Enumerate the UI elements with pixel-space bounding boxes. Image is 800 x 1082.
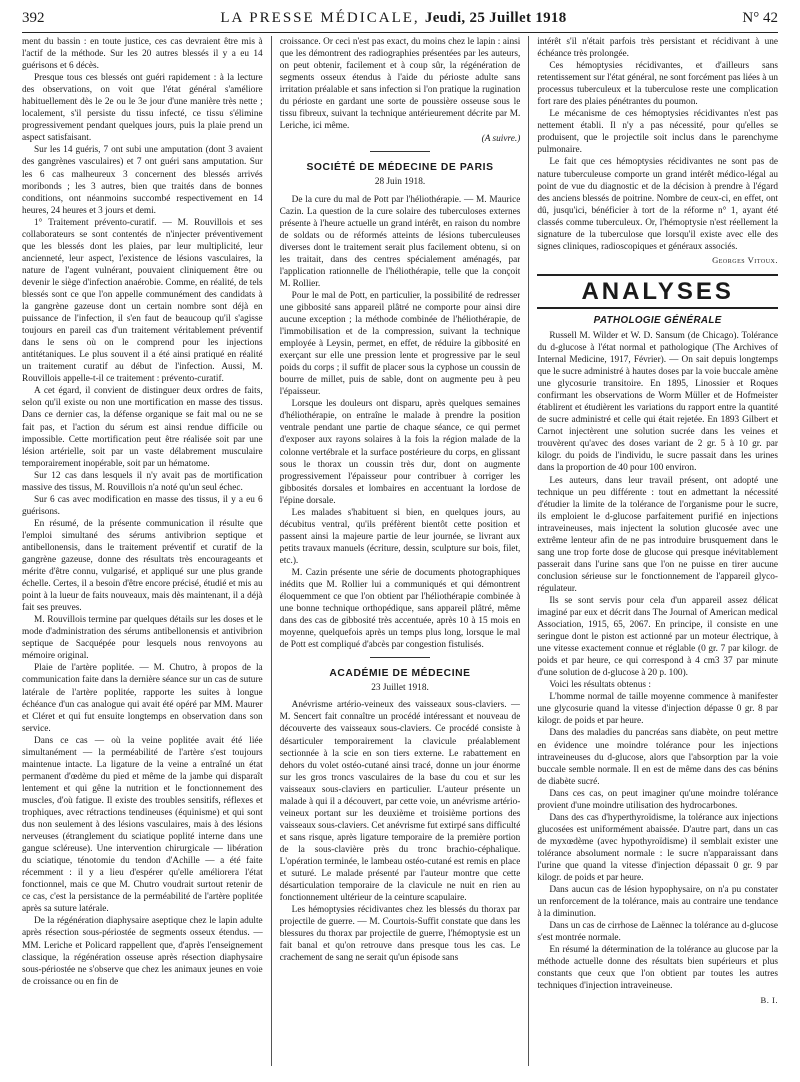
paragraph: Voici les résultats obtenus : (549, 680, 651, 691)
paragraph: Plaie de l'artère poplitée. — M. Chutro, à propos de la communication faite dans la dernière séance sur un cas de suture latérale de l'artère poplitée, rapporte les suites à longue échéance d'un cas analogue qui avait été opéré par MM. Maurer et Cléret et qui fut ensuite longtemps en observation dans son service. (22, 663, 263, 734)
paragraph: De la cure du mal de Pott par l'héliothérapie. — M. Maurice Cazin. La question de la cure solaire des tuberculoses externes présente à l'heure actuelle un grand intérêt, en raison du nombre de soldats ou de réformés atteints de lésions tuberculeuses diverses dont le traitement serait plus facilement obtenu, si on les traitait, dans des centres spécialement aménagés, par l'application rationnelle de l'héliothérapie, telle que la conçoit M. Rollier. (279, 194, 521, 289)
paragraph: Les auteurs, dans leur travail présent, ont adopté une technique un peu différente : tout en admettant la nécessité d'étudier la limite de la tolérance de l'organisme pour le sucre, ils emploient le d-glucose parfaitement purifié en injections intraveineuses, mais injectent la solution glucosée avec une extrême lenteur afin de ne pas introduire brusquement dans le sang une trop forte dose de glucose qui presque inévitablement passerait dans l'urine sans que l'on ne puisse en tirer aucune conclusion sérieuse sur le fonctionnement de l'appareil glyco-régulateur. (537, 475, 778, 594)
paragraph: Dans aucun cas de lésion hypophysaire, on n'a pu constater un renforcement de la tolérance, mais au contraire une tendance à la diminution. (537, 885, 778, 920)
columns (22, 36, 778, 1066)
paragraph: L'homme normal de taille moyenne commence à manifester une glycosurie quand la vitesse d'injection dépasse 0 gr. 8 par kilogr. de poids et par heure. (537, 692, 778, 727)
paragraph: ment du bassin : en toute justice, ces cas devraient être mis à l'actif de la méthode. Sur les 20 autres blessés il y a eu 14 guérisons et 6 décès. (22, 37, 263, 72)
to-be-continued: (A suivre.) (481, 134, 521, 145)
paragraph: Lorsque les douleurs ont disparu, après quelques semaines d'héliothérapie, on entraîne le malade à prendre la position ventrale pendant une partie de chaque séance, ce qui permet d'exposer aux rayons solaires à la fois la région malade de la colonne vertébrale et la surface postérieure du corps, en glissant sous le thorax un coussin très dur, dont on augmente progressivement l'épaisseur pour contribuer à corriger les gibbosités dorsales et lombaires en accentuant la lordose de l'épine dorsale. (279, 399, 521, 506)
issue-date: Jeudi, 25 Juillet 1918 (424, 10, 567, 26)
section-rule (370, 151, 430, 152)
paragraph: M. Rouvillois termine par quelques détails sur les doses et le mode d'administration des sérums antibellonensis et antivibrion septique de Sacquépée pour lesquels nous renvoyons au mémoire original. (22, 615, 263, 662)
page-number: 392 (22, 10, 45, 26)
column-3 (537, 36, 778, 1066)
masthead (220, 10, 566, 27)
paragraph: 1° Traitement prévento-curatif. — M. Rouvillois et ses collaborateurs se sont contentés de n'injecter préventivement que les blessés dont les plaies, par leur multiplicité, leur ancienneté, leur aspect, l'existence de lésions vasculaires, la nature de l'agent vulnérant, pouvaient cliniquement être ou devenir le siège d'infection anaérobie. Comme, en réalité, de tels blessés sont ce que l'on appelle communément des candidats à la gangrène gazeuse dont un certain nombre sont déjà en puissance de l'infection, il s'en faut de beaucoup qu'il s'agisse toujours en pareil cas d'un traitement véritablement préventif dans le sens où on le comprend pour les injections antitétaniques. Le plus souvent il a été ainsi pratiqué en réalité un traitement curatif au début de l'infection. Aussi, M. Rouvillois appelle-t-il ce traitement : prévento-curatif. (22, 217, 263, 385)
newspaper-page (22, 10, 778, 1072)
column-divider (528, 36, 529, 1066)
journal-name: LA PRESSE MÉDICALE, (220, 10, 420, 26)
section-body-academie (280, 699, 521, 964)
section-title-societe: SOCIÉTÉ DE MÉDECINE DE PARIS (306, 162, 494, 174)
column-2 (280, 36, 521, 1066)
section-title-academie: ACADÉMIE DE MÉDECINE (329, 668, 471, 680)
issue-number: N° 42 (742, 10, 778, 26)
paragraph: Ils se sont servis pour cela d'un appareil assez délicat imaginé par eux et décrit dans The Journal of American medical Association, 1915, 65, 2067. En principe, il consiste en une seringue dont le piston est actionné par un moteur électrique, à une vitesse exactement connue et réglable (0 gr. 7 par kilogr. de poids et par heure, ce qui correspond à 4 cm3 37 par minute d'une solution de d-glucose à 20 p. 100). (537, 595, 778, 679)
paragraph: Dans ce cas — où la veine poplitée avait été liée simultanément — la perméabilité de l'artère s'est toujours maintenue intacte. La ligature de la veine a entraîné un état permanent d'œdème du pied et même de la jambe qui disparaît lentement et qui gêne la nutrition et le fonctionnement des muscles, d'où fatigue. Il existe des troubles sensitifs, réflexes et trophiques, avec rétractions tendineuses (équinisme) et qui sont dus non seulement à des lésions vasculaires, mais à des lésions nerveuses (étranglement du sciatique poplité interne dans une gangue scléreuse). Une intervention chirurgicale — libération du sciatique, ténotomie du tendon d'Achille — a été faite récemment : il y a lieu d'espérer qu'elle améliorera l'état fonctionnel, mais ce que M. Chutro voudrait surtout retenir de ce cas, c'est la persistance de la perméabilité de l'artère poplitée après sa suture latérale. (22, 735, 263, 915)
paragraph: M. Cazin présente une série de documents photographiques inédits que M. Rollier lui a communiqués et qui démontrent éloquemment ce que l'on obtient par l'héliothérapie combinée à une bonne technique orthopédique, sans appareil plâtré, même dans des cas de gibbosité très accentuée, après 10 à 15 mois en moyenne, quelquefois après un temps plus long, lorsque le mal de Pott est compliqué d'abcès par congestion fistulisés. (279, 567, 521, 651)
paragraph: En résumé la détermination de la tolérance au glucose par la méthode actuelle donne des résultats bien supérieurs et plus constants que ceux que l'on obtient par toutes les autres techniques d'injection intraveineuse. (537, 945, 778, 992)
author-signature: Georges Vitoux. (712, 254, 778, 265)
paragraph: A cet égard, il convient de distinguer deux ordres de faits, selon qu'il existe ou non une mortification en masse des tissus. Dans ce dernier cas, la défense organique se fait mal ou ne se fait pas, et l'action du sérum est ainsi rendue difficile ou impossible. Cette mortification peut être réalisée soit par une lésion artérielle, soit par un vaste délabrement musculaire temporairement inopérable, soit par un hématome. (22, 386, 263, 469)
paragraph: Presque tous ces blessés ont guéri rapidement : à la lecture des observations, on voit que l'état général s'améliore habituellement dès le 2e ou le 3e jour d'une manière très nette ; localement, s'il persiste du tissu infecté, ce tissu s'élimine progressivement pendant quelques jours, puis la plaie prend un aspect satisfaisant. (22, 73, 263, 144)
paragraph: Dans des cas d'hyperthyroïdisme, la tolérance aux injections glucosées est uniformément abaissée. D'autre part, dans un cas de myxœdème (avec hypothyroïdisme) il semblait exister une tolérance absolument normale : le sucre n'apparaissant dans l'urine que quand la vitesse d'injection dépassait 0 gr. 9 par kilogr. de poids et par heure. (537, 812, 778, 884)
paragraph: intérêt s'il n'était parfois très persistant et récidivant à une échéance très prolongée. (537, 37, 778, 60)
paragraph: Russell M. Wilder et W. D. Sansum (de Chicago). Tolérance du d-glucose à l'état normal et pathologique (The Archives of Internal Medicine, 1917, Février). — On sait depuis longtemps que le sucre administré à hautes doses par la voie buccale amène une glycosurie transitoire. En 1895, Linossier et Roques confirmant les observations de Worm Müller et de Hofmeister établirent et étudièrent les variations du rapport entre la quantité de sucre administré et celle qui était rejetée. En 1893 Gilbert et Carnot injectèrent une solution sucrée dans les veines et trouvèrent qu'avec des doses variant de 2 gr. 5 à 10 gr. par kilogr. du poids de l'individu, le sucre passait dans les urines dans la proportion de 40 pour 100 environ. (537, 330, 778, 474)
paragraph: croissance. Or ceci n'est pas exact, du moins chez le lapin : ainsi que les démontrent des radiographies présentées par les auteurs, on peut obtenir, facilement et à coup sûr, la régénération de segments osseux étendus à l'aide du périoste adulte sans irritation préalable et sans infection si l'on pratique la rugination du périoste en gardant une sorte de poussière osseuse sous le tissu fibreux, suivant la technique antérieurement décrite par M. Leriche, ici même. (279, 37, 521, 132)
analyses-subhead: PATHOLOGIE GÉNÉRALE (593, 314, 722, 326)
paragraph: Les malades s'habituent si bien, en quelques jours, au décubitus ventral, qu'ils préfèrent bientôt cette position et passent ainsi la majeure partie de leur journée, se livrant aux petits travaux manuels (écriture, dessin, sculpture sur bois, filet, etc.). (279, 507, 521, 566)
column-divider (271, 36, 272, 1066)
section-rule (370, 657, 430, 658)
paragraph: Sur 6 cas avec modification en masse des tissus, il y a eu 6 guérisons. (22, 494, 263, 517)
paragraph: De la régénération diaphysaire aseptique chez le lapin adulte après résection sous-périostée de segments osseux étendus. — MM. Leriche et Policard rappellent que, d'après l'enseignement classique, la régénération osseuse après résection diaphysaire sous-périostée ne s'observe que chez les animaux jeunes en voie de croissance ou en fin de (22, 916, 263, 987)
paragraph: Sur 12 cas dans lesquels il n'y avait pas de mortification massive des tissus, M. Rouvillois n'a noté qu'un seul échec. (22, 470, 263, 493)
paragraph: Les hémoptysies récidivantes chez les blessés du thorax par projectile de guerre. — M. Courtois-Suffit constate que dans les blessures du thorax par projectile de guerre, l'hémoptysie est un fait banal et qu'on retrouve dans presque tous les cas. Le crachement de sang ne serait qu'un épisode sans (279, 905, 521, 964)
section-date-societe: 28 Juin 1918. (374, 177, 426, 188)
analyses-signature: B. I. (760, 994, 778, 1005)
paragraph: Sur les 14 guéris, 7 ont subi une amputation (dont 3 avaient des gangrènes vasculaires) et 7 ont guéri sans amputation. Sur les 6 cas malheureux 3 concernent des blessés arrivés moribonds ; les 3 autres, bien que traités dans de bonnes conditions, ont néanmoins succombé respectivement en 14 heures, 24 heures et 3 jours et demi. (22, 145, 263, 216)
paragraph: Le fait que ces hémoptysies récidivantes ne sont pas de nature tuberculeuse comporte un grand intérêt médico-légal au point de vue du diagnostic et de la décision à prendre à l'égard des anciens blessés de poitrine. Nombre de ceux-ci, en effet, ont dû, jusqu'ici, bénéficier à tort de la réforme n° 1, ayant été classés comme tuberculeux. Or, l'hémoptysie n'est réellement la signature de la tuberculose que lorsqu'il existe avec elle des signes cliniques, radioscopiques et généraux associés. (537, 157, 778, 252)
paragraph: Dans ces cas, on peut imaginer qu'une moindre tolérance provient d'une moindre utilisation des hydrocarbones. (537, 788, 778, 811)
paragraph: En résumé, de la présente communication il résulte que l'emploi simultané des sérums antivibrion septique et antibellonensis, dans le traitement préventif et curatif de la gangrène gazeuse, donne des résultats très encourageants et mérite d'être connu, vulgarisé, et appliqué sur une plus grande échelle. Certes, il a besoin d'être encore précisé, étudié et mis au point à la lueur de faits nouveaux, mais dès maintenant, il a déjà fait ses preuves. (22, 518, 263, 614)
page-header (22, 10, 778, 33)
analyses-banner (537, 274, 778, 309)
paragraph: Le mécanisme de ces hémoptysies récidivantes n'est pas nettement établi. Il n'y a pas nécessité, pour qu'elles se produisent, que le projectile soit inclus dans le parenchyme pulmonaire. (537, 109, 778, 156)
section-body-societe (280, 194, 521, 652)
paragraph: Ces hémoptysies récidivantes, et d'ailleurs sans retentissement sur l'état général, ne sont forcément pas liées à un processus tuberculeux et la tuberculose reste une complication fort rare des plaies pénétrantes du poumon. (537, 61, 778, 108)
paragraph: Anévrisme artério-veineux des vaisseaux sous-claviers. — M. Sencert fait connaître un procédé intéressant et nouveau de découverte des vaisseaux sous-claviers. Ce procédé consiste à désarticuler temporairement la clavicule préalablement sectionnée à la scie en son tiers externe. Le rabattement en dehors du volet ostéo-cutané ainsi tracé, donne un jour énorme sur les gros troncs vasculaires de la base du cou et sur les vaisseaux sous-claviers en particulier. L'auteur présente un malade à qui il a découvert, par cette voie, un anévrisme artério-veineux portant sur les deuxième et troisième portions des vaisseaux sous-claviers. Cet anévrisme fut extirpé sans difficulté et sans risque, après ligature temporaire de la première portion de la sous-clavière près du tronc brachio-céphalique. L'opération terminée, le lambeau ostéo-cutané est remis en place et suturé. Le malade présenté par l'auteur montre que cette désarticulation temporaire de la clavicule ne nuit en rien au fonctionnement ultérieur de la ceinture scapulaire. (279, 700, 521, 904)
paragraph: Dans des maladies du pancréas sans diabète, on peut mettre en évidence une moindre tolérance pour les injections intraveineuses du d-glucose, alors que l'absorption par la voie buccale semble normale. Il en est de même dans des cas bénins de diabète sucré. (537, 728, 778, 787)
section-date-academie: 23 Juillet 1918. (371, 683, 429, 694)
column-3-intro (537, 36, 778, 253)
analyses-title: ANALYSES (581, 277, 734, 305)
paragraph: Dans un cas de cirrhose de Laënnec la tolérance au d-glucose s'est montrée normale. (537, 921, 778, 944)
column-1 (22, 36, 263, 1066)
analyses-body (537, 330, 778, 993)
paragraph: Pour le mal de Pott, en particulier, la possibilité de redresser une gibbosité sans appareil plâtré ne comporte pour ainsi dire aucune exception ; la méthode combinée de l'héliothérapie, de l'immobilisation et de la compression, suivant la technique employée à Leysin, permet, en effet, de réduire la gibbosité en exerçant sur elle une pression lente et progressive par le seul poids du corps ; il suffit de placer sous la cyphose un coussin de bourre de millet, puis de sable, dont on augmente peu à peu l'épaisseur. (279, 290, 521, 398)
